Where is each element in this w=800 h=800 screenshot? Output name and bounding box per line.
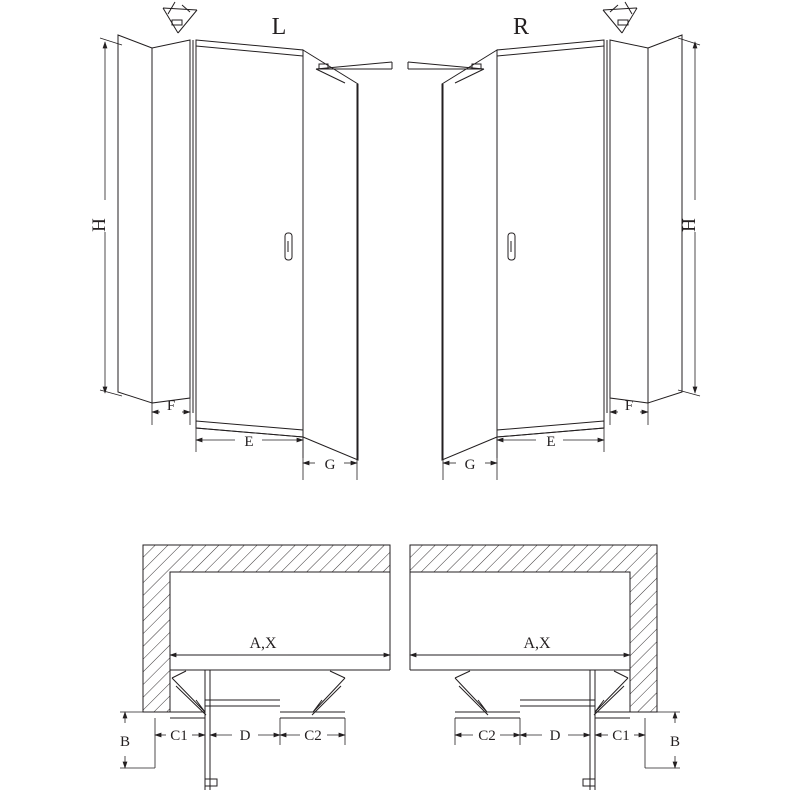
label-e-right: E <box>546 434 556 450</box>
label-b-right: B <box>669 734 681 750</box>
door-handle-left <box>285 233 292 260</box>
door-handle-right <box>508 233 515 260</box>
panel-f-right <box>610 40 648 403</box>
label-c1-right: C1 <box>612 728 630 744</box>
dimension-h-right <box>678 38 700 396</box>
label-ax-left: A,X <box>249 635 277 652</box>
label-c2-left: C2 <box>304 728 322 744</box>
label-h-right: H <box>679 218 700 232</box>
panel-f <box>152 40 190 403</box>
label-g-left: G <box>324 457 336 473</box>
right-side-wall <box>648 35 682 403</box>
label-variant-l: L <box>271 14 287 40</box>
panel-g <box>303 50 358 460</box>
label-c1-left: C1 <box>170 728 188 744</box>
elevation-right-view <box>408 2 682 460</box>
label-f-right: F <box>624 398 634 414</box>
left-side-wall <box>118 35 152 403</box>
label-g-right: G <box>464 457 476 473</box>
label-d-left: D <box>239 728 251 744</box>
dimension-h-left <box>100 38 122 396</box>
label-c2-right: C2 <box>478 728 496 744</box>
label-e-left: E <box>244 434 254 450</box>
panel-g-right <box>442 50 497 460</box>
plan-left-view <box>143 545 390 790</box>
label-h-left: H <box>89 218 110 232</box>
label-d-right: D <box>549 728 561 744</box>
door-panel-e <box>196 40 303 437</box>
elevation-left-view <box>118 2 392 460</box>
label-b-left: B <box>119 734 131 750</box>
label-f-left: F <box>166 398 176 414</box>
label-variant-r: R <box>512 14 530 40</box>
label-ax-right: A,X <box>523 635 551 652</box>
door-panel-e-right <box>497 40 604 437</box>
plan-right-view <box>410 545 657 790</box>
